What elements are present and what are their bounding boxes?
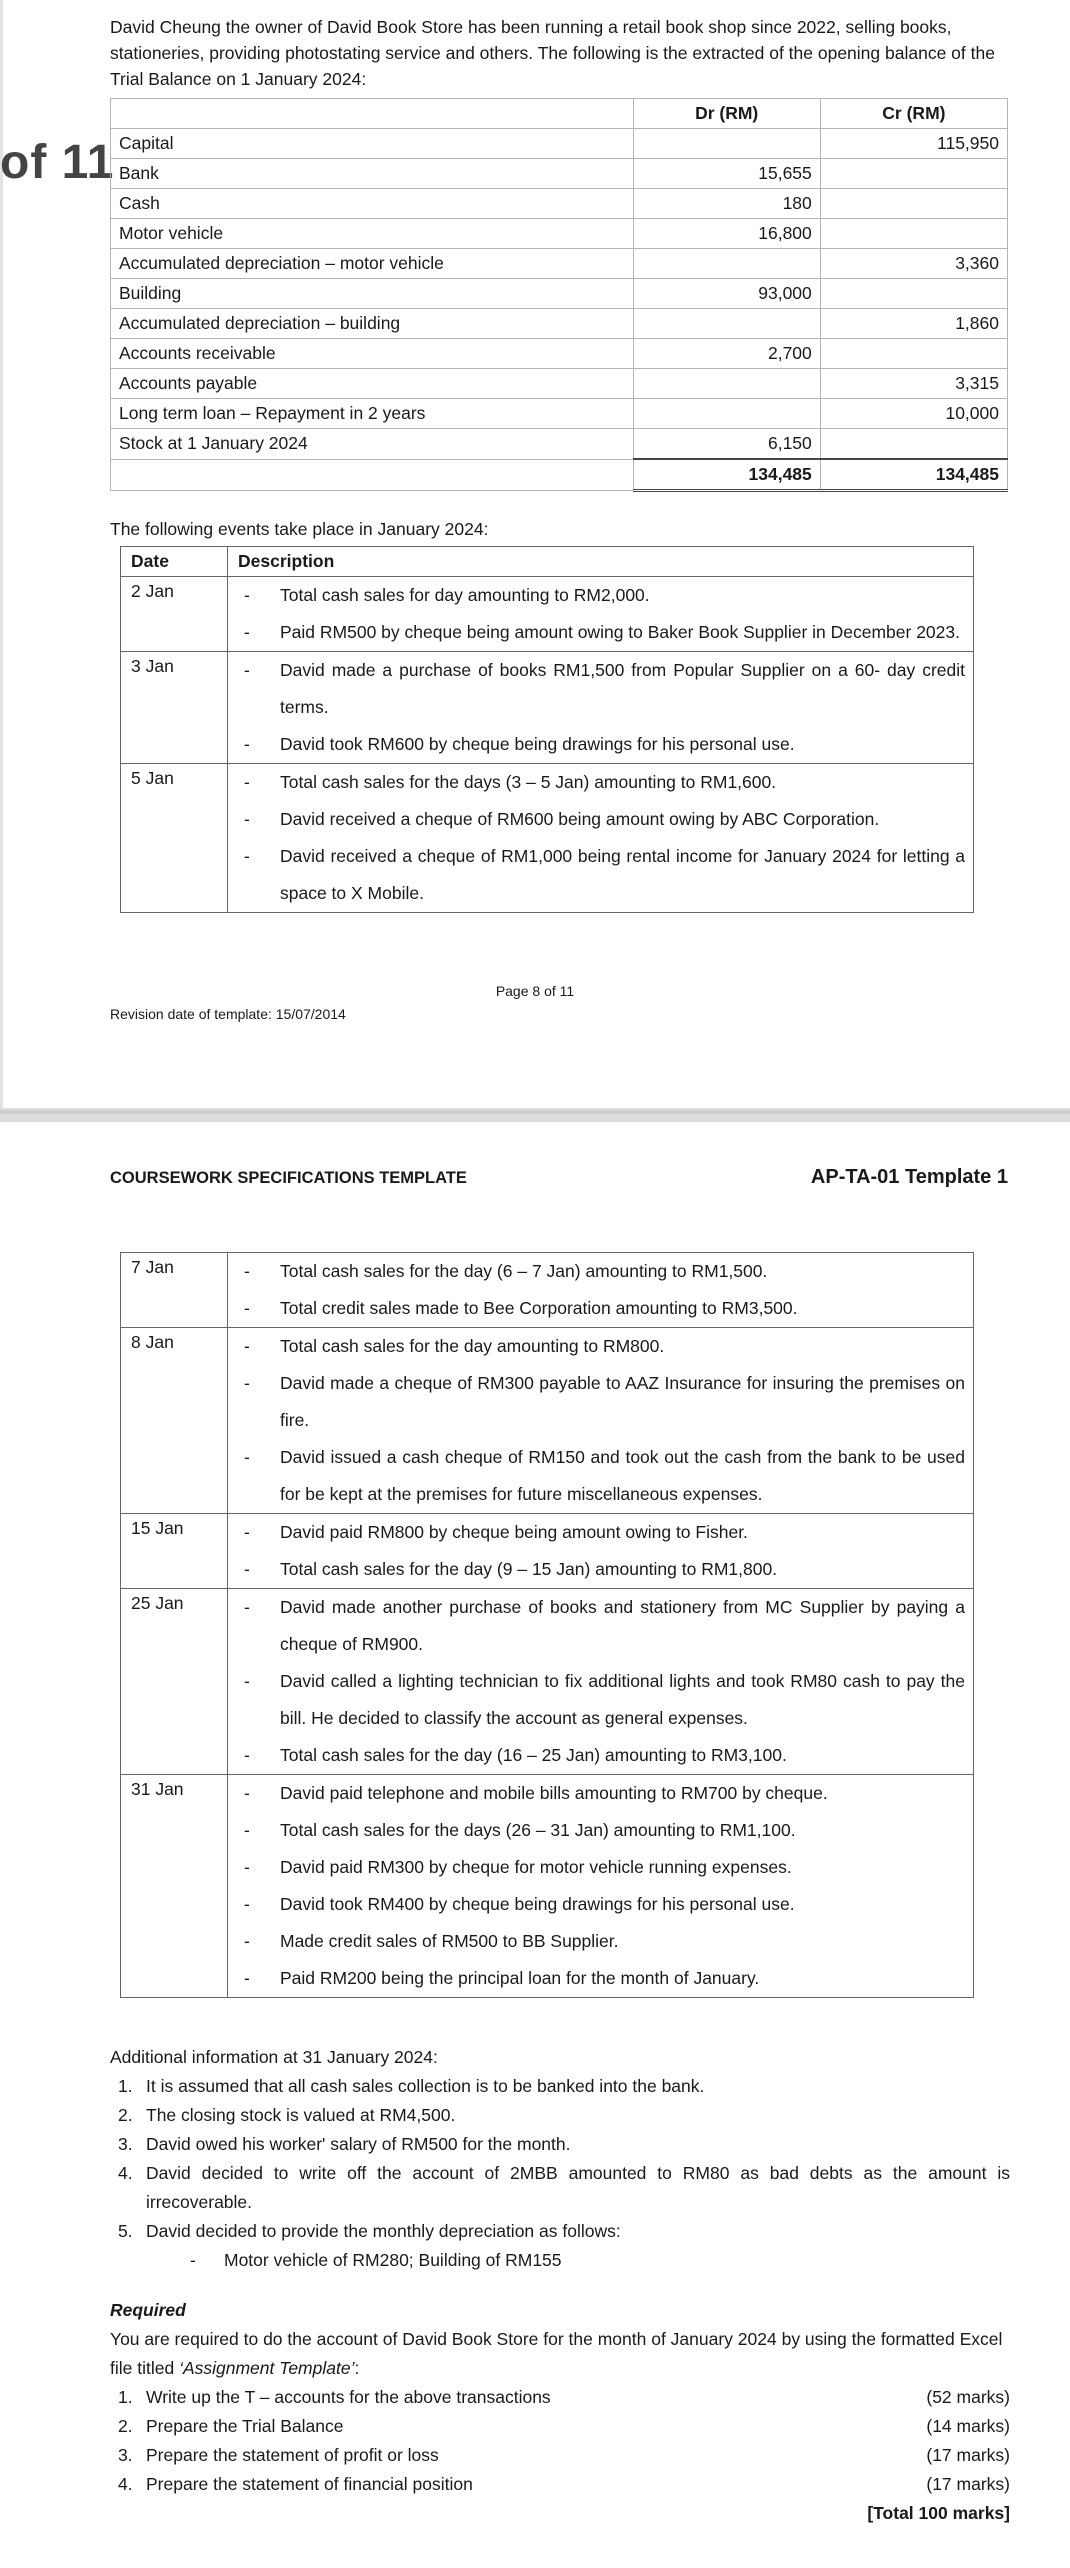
event-item-dash: - (244, 1931, 250, 1951)
event-item-dash: - (244, 1820, 250, 1840)
event-item-dash: - (244, 1671, 250, 1691)
tb-account-name: Accounts payable (111, 369, 634, 399)
event-description (228, 1514, 974, 1589)
event-item-text: David took RM600 by cheque being drawings for his personal use. (280, 734, 795, 754)
required-task (110, 2412, 1010, 2441)
event-item-dash: - (244, 660, 250, 680)
event-date: 8 Jan (121, 1328, 228, 1514)
tb-cr-amount: 3,360 (820, 249, 1007, 279)
event-description (228, 1253, 974, 1328)
tb-total-label (111, 459, 634, 491)
event-item (228, 1514, 973, 1551)
additional-item (110, 2159, 1010, 2217)
tb-row (111, 129, 1008, 159)
event-item-text: David paid RM300 by cheque for motor vehicle running expenses. (280, 1857, 792, 1877)
event-description (228, 1775, 974, 1998)
required-file-name: ‘Assignment Template’ (179, 2358, 355, 2378)
additional-item-number: 2. (118, 2105, 133, 2125)
event-item (228, 1328, 973, 1365)
event-item-dash: - (244, 1522, 250, 1542)
intro-paragraph: David Cheung the owner of David Book Store has been running a retail book shop since 2022, selling books, stationeries, providing photostating service and others. The following is the extracted of the opening balance of the Trial Balance on 1 January 2024: (110, 17, 995, 89)
event-description (228, 764, 974, 913)
event-item-text: Total cash sales for the day amounting to RM800. (280, 1336, 665, 1356)
event-item-text: David issued a cash cheque of RM150 and took out the cash from the bank to be used for be kept at the premises for future miscellaneous expenses. (280, 1447, 965, 1504)
tb-cr-amount: 115,950 (820, 129, 1007, 159)
event-item-dash: - (244, 1336, 250, 1356)
event-item-dash: - (244, 585, 250, 605)
events-table-page1 (120, 546, 974, 913)
event-item-text: Made credit sales of RM500 to BB Supplier. (280, 1931, 619, 1951)
tb-dr-amount (633, 309, 820, 339)
header-template-code: AP-TA-01 Template 1 (810, 1166, 1008, 1188)
additional-item-text: It is assumed that all cash sales collection is to be banked into the bank. (146, 2076, 705, 2096)
tb-dr-amount: 6,150 (633, 429, 820, 460)
events-table-page2 (120, 1252, 974, 1998)
additional-item-text: David decided to write off the account of 2MBB amounted to RM80 as bad debts as the amount is irrecoverable. (146, 2163, 1010, 2212)
tb-dr-amount: 93,000 (633, 279, 820, 309)
tb-dr-amount (633, 129, 820, 159)
event-item-text: Total cash sales for the day (9 – 15 Jan) amounting to RM1,800. (280, 1559, 778, 1579)
revision-date: Revision date of template: 15/07/2014 (110, 1006, 346, 1022)
event-item (228, 1290, 973, 1327)
additional-item (110, 2217, 1010, 2246)
required-task-list (110, 2383, 1010, 2499)
event-date: 7 Jan (121, 1253, 228, 1328)
event-item-dash: - (244, 1857, 250, 1877)
event-item-text: David made another purchase of books and stationery from MC Supplier by paying a cheque of RM900. (280, 1597, 965, 1654)
event-item-dash: - (244, 1745, 250, 1765)
events-body-page1 (121, 577, 974, 913)
event-item-text: David received a cheque of RM600 being amount owing by ABC Corporation. (280, 809, 880, 829)
required-title: Required (110, 2300, 186, 2320)
event-item-dash: - (244, 1261, 250, 1281)
event-item (228, 1253, 973, 1290)
tb-account-name: Stock at 1 January 2024 (111, 429, 634, 460)
event-row (121, 764, 974, 913)
event-item-dash: - (244, 1373, 250, 1393)
tb-cr-amount (820, 189, 1007, 219)
tb-row (111, 249, 1008, 279)
sub-item-dash: - (190, 2250, 196, 2270)
event-date: 25 Jan (121, 1589, 228, 1775)
event-item (228, 726, 973, 763)
tb-total-cr: 134,485 (820, 459, 1007, 491)
event-item (228, 1960, 973, 1997)
event-row (121, 1775, 974, 1998)
event-item (228, 1551, 973, 1588)
required-task-marks: (52 marks) (926, 2387, 1010, 2407)
event-row (121, 652, 974, 764)
additional-sub-item (110, 2246, 1010, 2275)
event-item-text: Total credit sales made to Bee Corporation amounting to RM3,500. (280, 1298, 798, 1318)
tb-header-dr: Dr (RM) (633, 99, 820, 129)
event-item (228, 652, 973, 726)
tb-dr-amount (633, 399, 820, 429)
tb-dr-amount: 2,700 (633, 339, 820, 369)
additional-title: Additional information at 31 January 2024: (110, 2047, 438, 2067)
event-item-text: Total cash sales for the day (6 – 7 Jan) amounting to RM1,500. (280, 1261, 768, 1281)
events-body-page2 (121, 1253, 974, 1998)
tb-total-row (111, 459, 1008, 491)
page-number: Page 8 of 11 (495, 983, 575, 999)
event-item-dash: - (244, 622, 250, 642)
event-date: 3 Jan (121, 652, 228, 764)
event-item (228, 1812, 973, 1849)
additional-item-text: The closing stock is valued at RM4,500. (146, 2105, 456, 2125)
event-row (121, 1253, 974, 1328)
event-item (228, 1849, 973, 1886)
additional-item-number: 5. (118, 2221, 133, 2241)
event-item (228, 1775, 973, 1812)
required-text-end: : (354, 2358, 360, 2378)
tb-dr-amount (633, 249, 820, 279)
event-description (228, 652, 974, 764)
required-task (110, 2470, 1010, 2499)
event-item-dash: - (244, 1894, 250, 1914)
tb-cr-amount: 1,860 (820, 309, 1007, 339)
required-task-number: 2. (118, 2416, 133, 2436)
opening-trial-balance-table (110, 98, 1008, 492)
event-item (228, 1737, 973, 1774)
events-header-description: Description (228, 547, 974, 577)
page-count-marker: of 11 (0, 136, 115, 189)
event-row (121, 1589, 974, 1775)
tb-cr-amount: 3,315 (820, 369, 1007, 399)
tb-dr-amount: 16,800 (633, 219, 820, 249)
tb-header-cr: Cr (RM) (820, 99, 1007, 129)
events-intro: The following events take place in January 2024: (110, 519, 489, 539)
event-item-text: David called a lighting technician to fix additional lights and took RM80 cash to pay the bill. He decided to classify the account as general expenses. (280, 1671, 965, 1728)
tb-account-name: Accounts receivable (111, 339, 634, 369)
event-item-text: David made a purchase of books RM1,500 from Popular Supplier on a 60- day credit terms. (280, 660, 965, 717)
tb-row (111, 159, 1008, 189)
tb-row (111, 309, 1008, 339)
tb-cr-amount (820, 219, 1007, 249)
events-header-date: Date (121, 547, 228, 577)
additional-item (110, 2130, 1010, 2159)
tb-row (111, 369, 1008, 399)
tb-cr-amount: 10,000 (820, 399, 1007, 429)
event-date: 15 Jan (121, 1514, 228, 1589)
tb-row (111, 399, 1008, 429)
additional-item-text: David owed his worker' salary of RM500 for the month. (146, 2134, 571, 2154)
required-task-label: Prepare the statement of profit or loss (146, 2445, 439, 2465)
tb-account-name: Accumulated depreciation – motor vehicle (111, 249, 634, 279)
tb-account-name: Building (111, 279, 634, 309)
additional-item (110, 2072, 1010, 2101)
tb-cr-amount (820, 429, 1007, 460)
event-item-text: David paid RM800 by cheque being amount owing to Fisher. (280, 1522, 748, 1542)
event-item-text: David received a cheque of RM1,000 being rental income for January 2024 for letting a space to X Mobile. (280, 846, 965, 903)
page-separator-line (0, 1110, 1070, 1114)
required-text: You are required to do the account of David Book Store for the month of January 2024 by using the formatted Excel file titled (110, 2329, 1003, 2378)
event-item-text: David paid telephone and mobile bills amounting to RM700 by cheque. (280, 1783, 828, 1803)
tb-header-blank (111, 99, 634, 129)
event-item-text: Total cash sales for the day (16 – 25 Jan) amounting to RM3,100. (280, 1745, 787, 1765)
additional-item (110, 2101, 1010, 2130)
tb-row (111, 339, 1008, 369)
tb-account-name: Long term loan – Repayment in 2 years (111, 399, 634, 429)
tb-cr-amount (820, 159, 1007, 189)
required-task (110, 2383, 1010, 2412)
event-date: 2 Jan (121, 577, 228, 652)
tb-row (111, 219, 1008, 249)
event-item (228, 1365, 973, 1439)
required-task-marks: (17 marks) (926, 2474, 1010, 2494)
tb-account-name: Capital (111, 129, 634, 159)
required-task-number: 1. (118, 2387, 133, 2407)
event-item-dash: - (244, 1968, 250, 1988)
event-item-dash: - (244, 772, 250, 792)
event-item (228, 1663, 973, 1737)
additional-list (110, 2072, 1010, 2246)
tb-dr-amount: 15,655 (633, 159, 820, 189)
event-item-dash: - (244, 734, 250, 754)
required-task-number: 4. (118, 2474, 133, 2494)
event-item-dash: - (244, 809, 250, 829)
required-task (110, 2441, 1010, 2470)
event-item-dash: - (244, 1447, 250, 1467)
event-item-dash: - (244, 846, 250, 866)
event-item-dash: - (244, 1559, 250, 1579)
event-date: 5 Jan (121, 764, 228, 913)
total-marks: [Total 100 marks] (867, 2503, 1010, 2523)
event-item (228, 838, 973, 912)
tb-cr-amount (820, 339, 1007, 369)
event-row (121, 1514, 974, 1589)
additional-item-number: 3. (118, 2134, 133, 2154)
event-item-dash: - (244, 1298, 250, 1318)
tb-row (111, 189, 1008, 219)
event-item (228, 1886, 973, 1923)
event-item-text: Total cash sales for the days (26 – 31 Jan) amounting to RM1,100. (280, 1820, 796, 1840)
event-item-text: Total cash sales for the days (3 – 5 Jan) amounting to RM1,600. (280, 772, 777, 792)
additional-item-number: 4. (118, 2163, 133, 2183)
event-item (228, 1923, 973, 1960)
additional-item-text: David decided to provide the monthly depreciation as follows: (146, 2221, 621, 2241)
required-task-label: Prepare the statement of financial position (146, 2474, 473, 2494)
required-task-number: 3. (118, 2445, 133, 2465)
event-item (228, 801, 973, 838)
event-item-text: Paid RM200 being the principal loan for the month of January. (280, 1968, 760, 1988)
event-description (228, 1589, 974, 1775)
event-item-text: David took RM400 by cheque being drawings for his personal use. (280, 1894, 795, 1914)
sub-item-text: Motor vehicle of RM280; Building of RM155 (224, 2250, 562, 2270)
event-item-dash: - (244, 1597, 250, 1617)
tb-account-name: Bank (111, 159, 634, 189)
required-task-label: Prepare the Trial Balance (146, 2416, 344, 2436)
event-item (228, 614, 973, 651)
additional-information (110, 2043, 1010, 2275)
event-description (228, 577, 974, 652)
event-item-text: Paid RM500 by cheque being amount owing to Baker Book Supplier in December 2023. (280, 622, 960, 642)
tb-dr-amount (633, 369, 820, 399)
required-task-label: Write up the T – accounts for the above transactions (146, 2387, 551, 2407)
required-task-marks: (14 marks) (926, 2416, 1010, 2436)
event-item (228, 1439, 973, 1513)
tb-account-name: Cash (111, 189, 634, 219)
tb-account-name: Accumulated depreciation – building (111, 309, 634, 339)
tb-cr-amount (820, 279, 1007, 309)
tb-body (111, 129, 1008, 491)
event-item (228, 1589, 973, 1663)
tb-dr-amount: 180 (633, 189, 820, 219)
event-row (121, 577, 974, 652)
required-instructions (110, 2325, 1010, 2383)
event-item-text: David made a cheque of RM300 payable to AAZ Insurance for insuring the premises on fire. (280, 1373, 965, 1430)
tb-row (111, 279, 1008, 309)
event-row (121, 1328, 974, 1514)
additional-item-number: 1. (118, 2076, 133, 2096)
event-item-dash: - (244, 1783, 250, 1803)
event-item (228, 764, 973, 801)
event-item-text: Total cash sales for day amounting to RM2,000. (280, 585, 650, 605)
header-coursework-title: COURSEWORK SPECIFICATIONS TEMPLATE (110, 1169, 467, 1187)
event-item (228, 577, 973, 614)
tb-row (111, 429, 1008, 460)
required-task-marks: (17 marks) (926, 2445, 1010, 2465)
event-date: 31 Jan (121, 1775, 228, 1998)
event-description (228, 1328, 974, 1514)
tb-account-name: Motor vehicle (111, 219, 634, 249)
required-section (110, 2296, 1010, 2528)
tb-total-dr: 134,485 (633, 459, 820, 491)
